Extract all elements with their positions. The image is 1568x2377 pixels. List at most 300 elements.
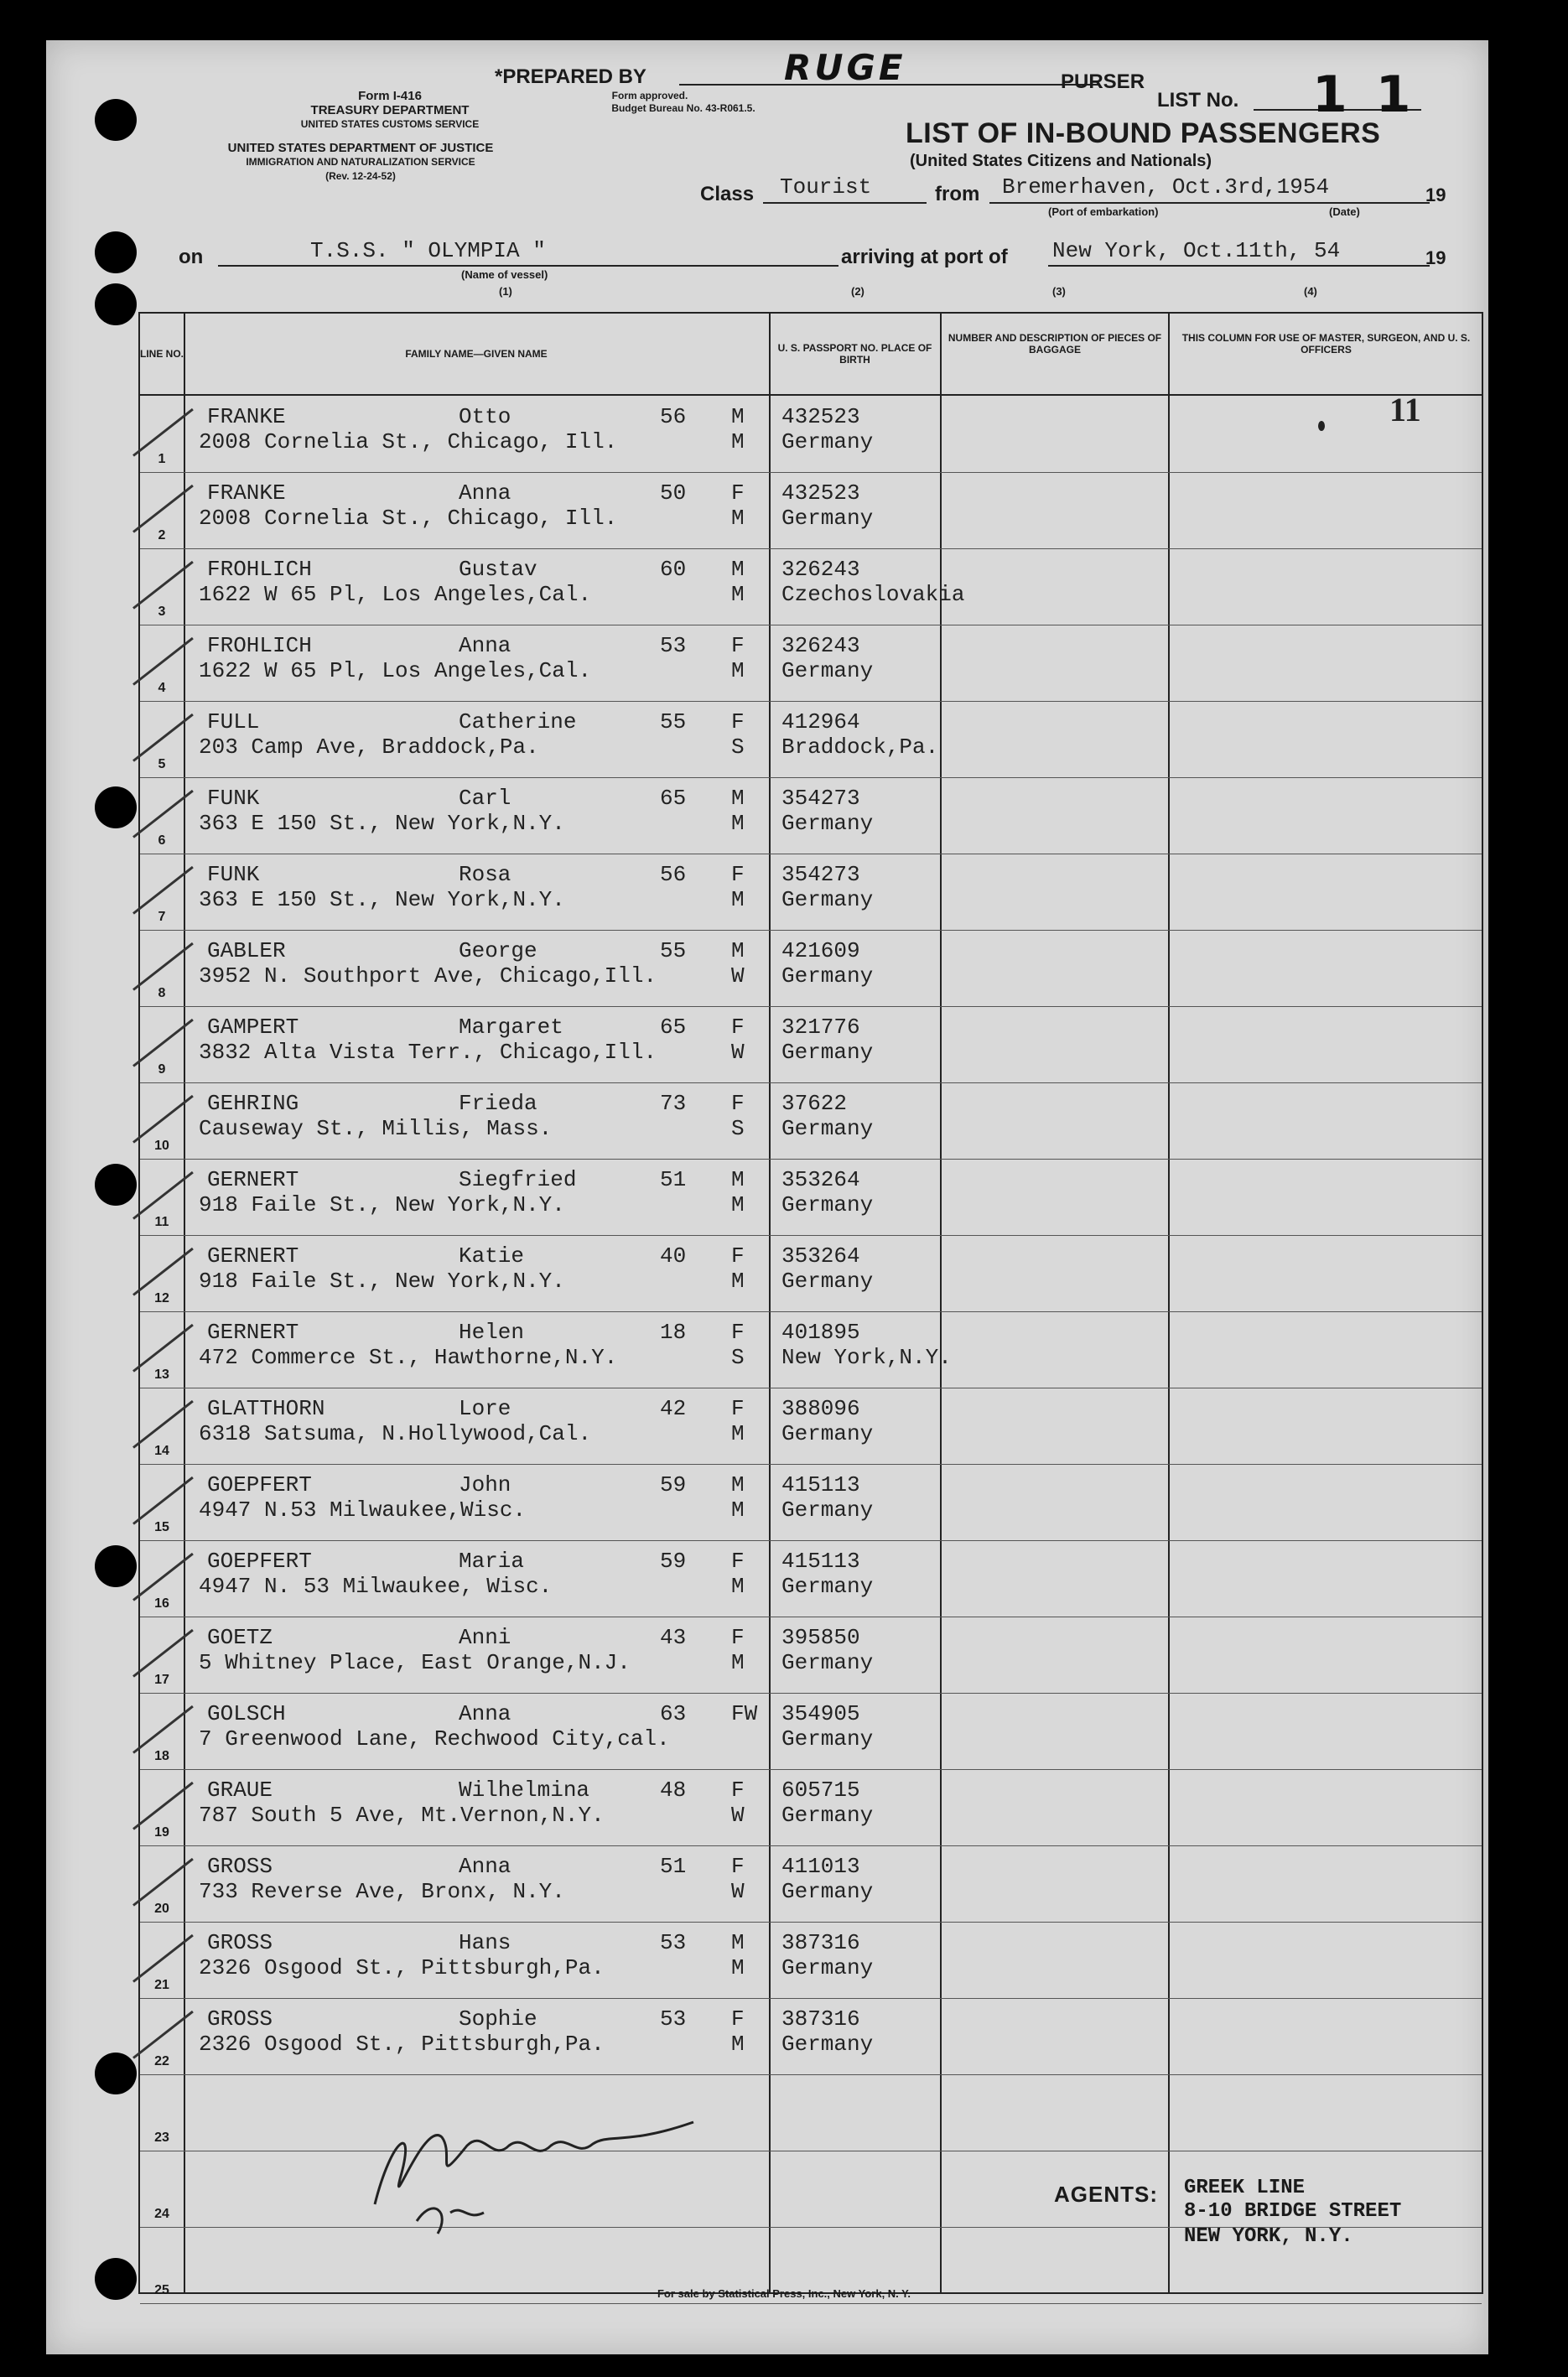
treasury-dept: TREASURY DEPARTMENT <box>310 103 470 117</box>
place-of-birth: Germany <box>781 429 874 454</box>
family-name: FRANKE <box>207 404 286 429</box>
line-number: 25 <box>154 2283 169 2297</box>
age: 59 <box>660 1549 687 1574</box>
place-of-birth: Braddock,Pa. <box>781 734 939 760</box>
marital-status: M <box>731 429 745 454</box>
family-name: FUNK <box>207 862 260 887</box>
place-of-birth: Germany <box>781 1497 874 1523</box>
punch-hole <box>95 786 137 828</box>
given-name: Sophie <box>459 2006 537 2032</box>
line-number: 4 <box>158 681 166 695</box>
line-number: 24 <box>154 2207 169 2221</box>
passport-number: 353264 <box>781 1167 860 1192</box>
table-row <box>140 1617 1482 1694</box>
line-number: 19 <box>154 1825 169 1840</box>
sex: F <box>731 1778 745 1803</box>
justice-dept: UNITED STATES DEPARTMENT OF JUSTICE <box>227 141 494 155</box>
header-officers: THIS COLUMN FOR USE OF MASTER, SURGEON, AND U. S. OFFICERS <box>1181 332 1471 356</box>
sex: M <box>731 404 745 429</box>
given-name: Catherine <box>459 709 577 734</box>
family-name: GAMPERT <box>207 1015 299 1040</box>
marital-status: M <box>731 582 745 607</box>
check-mark <box>132 1324 194 1373</box>
table-row <box>140 930 1482 1007</box>
officer-mark: 11 <box>1389 391 1421 428</box>
given-name: Anni <box>459 1625 511 1650</box>
line-number: 14 <box>154 1444 169 1458</box>
table-row <box>140 701 1482 778</box>
address: 363 E 150 St., New York,N.Y. <box>199 887 565 912</box>
place-of-birth: Germany <box>781 1192 874 1217</box>
marital-status: M <box>731 1497 745 1523</box>
agents-line-2: 8-10 BRIDGE STREET <box>1184 2200 1402 2223</box>
place-of-birth: Germany <box>781 1879 874 1904</box>
marital-status: M <box>731 658 745 683</box>
budget-bureau: Budget Bureau No. 43-R061.5. <box>611 102 755 114</box>
table-row <box>140 1998 1482 2075</box>
marital-status: S <box>731 1345 745 1370</box>
line-number: 9 <box>158 1062 166 1077</box>
check-mark <box>132 1553 194 1601</box>
line-number: 11 <box>154 1215 169 1229</box>
check-mark <box>132 1400 194 1449</box>
marital-status: M <box>731 887 745 912</box>
table-row <box>140 1159 1482 1236</box>
place-of-birth: Germany <box>781 811 874 836</box>
table-row <box>140 854 1482 931</box>
line-number: 7 <box>158 910 166 924</box>
passport-number: 421609 <box>781 938 860 963</box>
place-of-birth: Germany <box>781 1116 874 1141</box>
line-number: 17 <box>154 1673 169 1687</box>
sex: F <box>731 2006 745 2032</box>
port-embarkation-caption: (Port of embarkation) <box>1048 205 1159 218</box>
passport-number: 387316 <box>781 2006 860 2032</box>
age: 60 <box>660 557 687 582</box>
given-name: Margaret <box>459 1015 563 1040</box>
line-number: 3 <box>158 605 166 619</box>
customs-service: UNITED STATES CUSTOMS SERVICE <box>300 118 480 130</box>
place-of-birth: Germany <box>781 963 874 989</box>
place-of-birth: Germany <box>781 2032 874 2057</box>
address: 733 Reverse Ave, Bronx, N.Y. <box>199 1879 565 1904</box>
table-row <box>140 548 1482 625</box>
place-of-birth: Germany <box>781 887 874 912</box>
place-of-birth: Germany <box>781 1040 874 1065</box>
given-name: Maria <box>459 1549 525 1574</box>
class-label: Class <box>700 183 755 205</box>
address: 7 Greenwood Lane, Rechwood City,cal. <box>199 1726 670 1752</box>
check-mark <box>132 1858 194 1907</box>
sex: F <box>731 1396 745 1421</box>
place-of-birth: Czechoslovakia <box>781 582 965 607</box>
table-row <box>140 1693 1482 1770</box>
agents-label: AGENTS: <box>1054 2182 1158 2207</box>
age: 53 <box>660 633 687 658</box>
header-name: FAMILY NAME—GIVEN NAME <box>405 348 548 360</box>
class-line <box>763 202 927 204</box>
passport-number: 326243 <box>781 633 860 658</box>
age: 40 <box>660 1243 687 1269</box>
passport-number: 401895 <box>781 1320 860 1345</box>
check-mark <box>132 1248 194 1296</box>
passport-number: 388096 <box>781 1396 860 1421</box>
address: 1622 W 65 Pl, Los Angeles,Cal. <box>199 658 592 683</box>
check-mark <box>132 790 194 838</box>
family-name: GOLSCH <box>207 1701 286 1726</box>
address: 472 Commerce St., Hawthorne,N.Y. <box>199 1345 618 1370</box>
given-name: George <box>459 938 537 963</box>
column-1-caption: (1) <box>499 285 512 298</box>
marital-status: M <box>731 1574 745 1599</box>
form-subtitle: (United States Citizens and Nationals) <box>910 152 1212 170</box>
marital-status: M <box>731 1955 745 1980</box>
table-row <box>140 1388 1482 1465</box>
passport-number: 387316 <box>781 1930 860 1955</box>
family-name: GABLER <box>207 938 286 963</box>
family-name: FROHLICH <box>207 633 312 658</box>
check-mark <box>132 1629 194 1678</box>
age: 53 <box>660 2006 687 2032</box>
given-name: Rosa <box>459 862 511 887</box>
address: 918 Faile St., New York,N.Y. <box>199 1192 565 1217</box>
check-mark <box>132 942 194 991</box>
marital-status: M <box>731 811 745 836</box>
family-name: GOETZ <box>207 1625 273 1650</box>
sex: F <box>731 1854 745 1879</box>
passport-number: 353264 <box>781 1243 860 1269</box>
age: 18 <box>660 1320 687 1345</box>
given-name: Carl <box>459 786 511 811</box>
sex: F <box>731 1320 745 1345</box>
sex: FW <box>731 1701 758 1726</box>
given-name: Anna <box>459 1854 511 1879</box>
printer-footer: For sale by Statistical Press, Inc., New York, N. Y. <box>657 2287 911 2300</box>
sex: F <box>731 709 745 734</box>
age: 43 <box>660 1625 687 1650</box>
marital-status: W <box>731 1879 745 1904</box>
check-mark <box>132 2011 194 2059</box>
address: 203 Camp Ave, Braddock,Pa. <box>199 734 539 760</box>
line-number: 23 <box>154 2130 169 2145</box>
marital-status: W <box>731 1040 745 1065</box>
table-row <box>140 1540 1482 1617</box>
vessel-caption: (Name of vessel) <box>461 268 548 281</box>
passenger-table <box>138 312 1483 2297</box>
agents-line-3: NEW YORK, N.Y. <box>1184 2225 1353 2248</box>
prepared-by-label: *PREPARED BY <box>495 65 646 88</box>
check-mark <box>132 561 194 610</box>
sex: M <box>731 1930 745 1955</box>
family-name: GROSS <box>207 1854 273 1879</box>
table-row <box>140 1006 1482 1083</box>
column-2-caption: (2) <box>851 285 864 298</box>
place-of-birth: Germany <box>781 1803 874 1828</box>
place-of-birth: Germany <box>781 1955 874 1980</box>
list-no-label: LIST No. <box>1157 89 1239 112</box>
punch-hole <box>95 231 137 273</box>
family-name: GRAUE <box>207 1778 273 1803</box>
header-line-no: LINE NO. <box>140 348 184 360</box>
family-name: FRANKE <box>207 480 286 506</box>
age: 48 <box>660 1778 687 1803</box>
passport-number: 37622 <box>781 1091 848 1116</box>
check-mark <box>132 1782 194 1830</box>
given-name: Katie <box>459 1243 525 1269</box>
table-row <box>140 1464 1482 1541</box>
place-of-birth: Germany <box>781 658 874 683</box>
passport-number: 605715 <box>781 1778 860 1803</box>
place-of-birth: Germany <box>781 1574 874 1599</box>
sex: F <box>731 1015 745 1040</box>
form-title: LIST OF IN-BOUND PASSENGERS <box>906 117 1381 149</box>
sex: F <box>731 480 745 506</box>
table-row <box>140 1311 1482 1388</box>
passport-number: 411013 <box>781 1854 860 1879</box>
list-no-value: 11 <box>1312 65 1440 124</box>
passport-number: 412964 <box>781 709 860 734</box>
form-revision: (Rev. 12-24-52) <box>325 170 396 182</box>
marital-status: W <box>731 963 745 989</box>
address: 363 E 150 St., New York,N.Y. <box>199 811 565 836</box>
given-name: Anna <box>459 1701 511 1726</box>
sex: F <box>731 1243 745 1269</box>
year-suffix-1: 19 <box>1425 184 1446 205</box>
marital-status: M <box>731 2032 745 2057</box>
age: 53 <box>660 1930 687 1955</box>
table-row <box>140 472 1482 549</box>
immigration-service: IMMIGRATION AND NATURALIZATION SERVICE <box>246 156 475 168</box>
passport-number: 354273 <box>781 862 860 887</box>
address: 918 Faile St., New York,N.Y. <box>199 1269 565 1294</box>
sex: M <box>731 786 745 811</box>
passport-number: 354905 <box>781 1701 860 1726</box>
address: 4947 N.53 Milwaukee,Wisc. <box>199 1497 527 1523</box>
place-of-birth: New York,N.Y. <box>781 1345 952 1370</box>
family-name: GLATTHORN <box>207 1396 325 1421</box>
punch-hole <box>95 1164 137 1206</box>
line-number: 13 <box>154 1368 169 1382</box>
age: 55 <box>660 709 687 734</box>
form-approved: Form approved. <box>611 90 688 101</box>
line-number: 5 <box>158 757 166 771</box>
passport-number: 326243 <box>781 557 860 582</box>
prepared-by-signature: RUGE <box>784 47 906 88</box>
given-name: Wilhelmina <box>459 1778 590 1803</box>
line-number: 6 <box>158 833 166 848</box>
given-name: Helen <box>459 1320 525 1345</box>
on-label: on <box>179 246 204 268</box>
family-name: GROSS <box>207 2006 273 2032</box>
address: 2008 Cornelia St., Chicago, Ill. <box>199 506 618 531</box>
sex: F <box>731 633 745 658</box>
table-row <box>140 391 1482 473</box>
sex: F <box>731 1549 745 1574</box>
purser-label: PURSER <box>1061 70 1145 93</box>
passport-number: 415113 <box>781 1472 860 1497</box>
from-value: Bremerhaven, Oct.3rd,1954 <box>1002 174 1330 200</box>
marital-status: S <box>731 734 745 760</box>
check-mark <box>132 1477 194 1525</box>
marital-status: M <box>731 1650 745 1675</box>
passport-number: 395850 <box>781 1625 860 1650</box>
given-name: Gustav <box>459 557 537 582</box>
marital-status: W <box>731 1803 745 1828</box>
line-number: 16 <box>154 1596 169 1611</box>
line-number: 20 <box>154 1902 169 1916</box>
table-row <box>140 625 1482 702</box>
line-number: 12 <box>154 1291 169 1305</box>
address: 3832 Alta Vista Terr., Chicago,Ill. <box>199 1040 657 1065</box>
header-baggage: NUMBER AND DESCRIPTION OF PIECES OF BAGGAGE <box>948 332 1162 356</box>
marital-status: M <box>731 1192 745 1217</box>
address: 2008 Cornelia St., Chicago, Ill. <box>199 429 618 454</box>
agents-line-1: GREEK LINE <box>1184 2177 1306 2199</box>
age: 56 <box>660 862 687 887</box>
sex: F <box>731 1091 745 1116</box>
table-row <box>140 777 1482 854</box>
check-mark <box>132 637 194 686</box>
place-of-birth: Germany <box>781 1726 874 1752</box>
place-of-birth: Germany <box>781 1650 874 1675</box>
check-mark <box>132 485 194 533</box>
passport-number: 432523 <box>781 404 860 429</box>
family-name: FULL <box>207 709 260 734</box>
check-mark <box>132 714 194 762</box>
table-row <box>140 1922 1482 1999</box>
family-name: GERNERT <box>207 1167 299 1192</box>
age: 51 <box>660 1167 687 1192</box>
family-name: FUNK <box>207 786 260 811</box>
given-name: John <box>459 1472 511 1497</box>
arriving-label: arriving at port of <box>841 246 1008 268</box>
header-passport: U. S. PASSPORT NO. PLACE OF BIRTH <box>777 342 932 366</box>
marital-status: M <box>731 1269 745 1294</box>
age: 56 <box>660 404 687 429</box>
given-name: Hans <box>459 1930 511 1955</box>
sex: M <box>731 938 745 963</box>
date-caption: (Date) <box>1329 205 1360 218</box>
punch-hole <box>95 99 137 141</box>
from-line <box>989 202 1430 204</box>
arriving-value: New York, Oct.11th, 54 <box>1052 238 1341 263</box>
vessel-name: T.S.S. " OLYMPIA " <box>310 238 546 263</box>
form-number: Form I-416 <box>358 89 422 103</box>
age: 63 <box>660 1701 687 1726</box>
given-name: Anna <box>459 633 511 658</box>
age: 59 <box>660 1472 687 1497</box>
sex: F <box>731 862 745 887</box>
line-number: 8 <box>158 986 166 1000</box>
age: 65 <box>660 1015 687 1040</box>
table-row <box>140 1082 1482 1160</box>
line-number: 2 <box>158 528 166 542</box>
passport-number: 415113 <box>781 1549 860 1574</box>
marital-status: M <box>731 506 745 531</box>
sex: M <box>731 1167 745 1192</box>
age: 42 <box>660 1396 687 1421</box>
column-4-caption: (4) <box>1304 285 1317 298</box>
check-mark <box>132 1705 194 1754</box>
line-number: 1 <box>158 452 166 466</box>
address: 1622 W 65 Pl, Los Angeles,Cal. <box>199 582 592 607</box>
year-suffix-2: 19 <box>1425 247 1446 268</box>
sex: M <box>731 1472 745 1497</box>
family-name: FROHLICH <box>207 557 312 582</box>
check-mark <box>132 1095 194 1144</box>
given-name: Siegfried <box>459 1167 577 1192</box>
officer-signature <box>341 2087 710 2246</box>
check-mark <box>132 1934 194 1983</box>
arriving-line <box>1048 265 1430 267</box>
given-name: Anna <box>459 480 511 506</box>
line-number: 18 <box>154 1749 169 1763</box>
punch-hole <box>95 1545 137 1587</box>
family-name: GEHRING <box>207 1091 299 1116</box>
address: 787 South 5 Ave, Mt.Vernon,N.Y. <box>199 1803 605 1828</box>
family-name: GOEPFERT <box>207 1549 312 1574</box>
marital-status: M <box>731 1421 745 1446</box>
passport-number: 432523 <box>781 480 860 506</box>
vessel-line <box>218 265 839 267</box>
family-name: GOEPFERT <box>207 1472 312 1497</box>
place-of-birth: Germany <box>781 1269 874 1294</box>
line-number: 10 <box>154 1139 169 1153</box>
age: 51 <box>660 1854 687 1879</box>
address: 3952 N. Southport Ave, Chicago,Ill. <box>199 963 657 989</box>
class-value: Tourist <box>780 174 872 200</box>
passport-number: 321776 <box>781 1015 860 1040</box>
address: 5 Whitney Place, East Orange,N.J. <box>199 1650 631 1675</box>
table-row <box>140 1769 1482 1846</box>
check-mark <box>132 866 194 915</box>
line-number: 22 <box>154 2054 169 2068</box>
punch-hole <box>95 283 137 325</box>
check-mark <box>132 1019 194 1067</box>
from-label: from <box>935 183 980 205</box>
family-name: GERNERT <box>207 1320 299 1345</box>
check-mark <box>132 1171 194 1220</box>
given-name: Frieda <box>459 1091 537 1116</box>
line-number: 15 <box>154 1520 169 1534</box>
address: 6318 Satsuma, N.Hollywood,Cal. <box>199 1421 592 1446</box>
line-number: 21 <box>154 1978 169 1992</box>
address: 4947 N. 53 Milwaukee, Wisc. <box>199 1574 553 1599</box>
check-mark <box>132 408 194 457</box>
address: 2326 Osgood St., Pittsburgh,Pa. <box>199 1955 605 1980</box>
address: Causeway St., Millis, Mass. <box>199 1116 553 1141</box>
age: 50 <box>660 480 687 506</box>
table-row <box>140 1235 1482 1312</box>
table-row <box>140 1845 1482 1923</box>
family-name: GERNERT <box>207 1243 299 1269</box>
age: 65 <box>660 786 687 811</box>
sex: F <box>731 1625 745 1650</box>
punch-hole <box>95 2053 137 2094</box>
passport-number: 354273 <box>781 786 860 811</box>
place-of-birth: Germany <box>781 1421 874 1446</box>
place-of-birth: Germany <box>781 506 874 531</box>
age: 55 <box>660 938 687 963</box>
column-3-caption: (3) <box>1052 285 1066 298</box>
age: 73 <box>660 1091 687 1116</box>
family-name: GROSS <box>207 1930 273 1955</box>
marital-status: S <box>731 1116 745 1141</box>
given-name: Lore <box>459 1396 511 1421</box>
address: 2326 Osgood St., Pittsburgh,Pa. <box>199 2032 605 2057</box>
given-name: Otto <box>459 404 511 429</box>
sex: M <box>731 557 745 582</box>
